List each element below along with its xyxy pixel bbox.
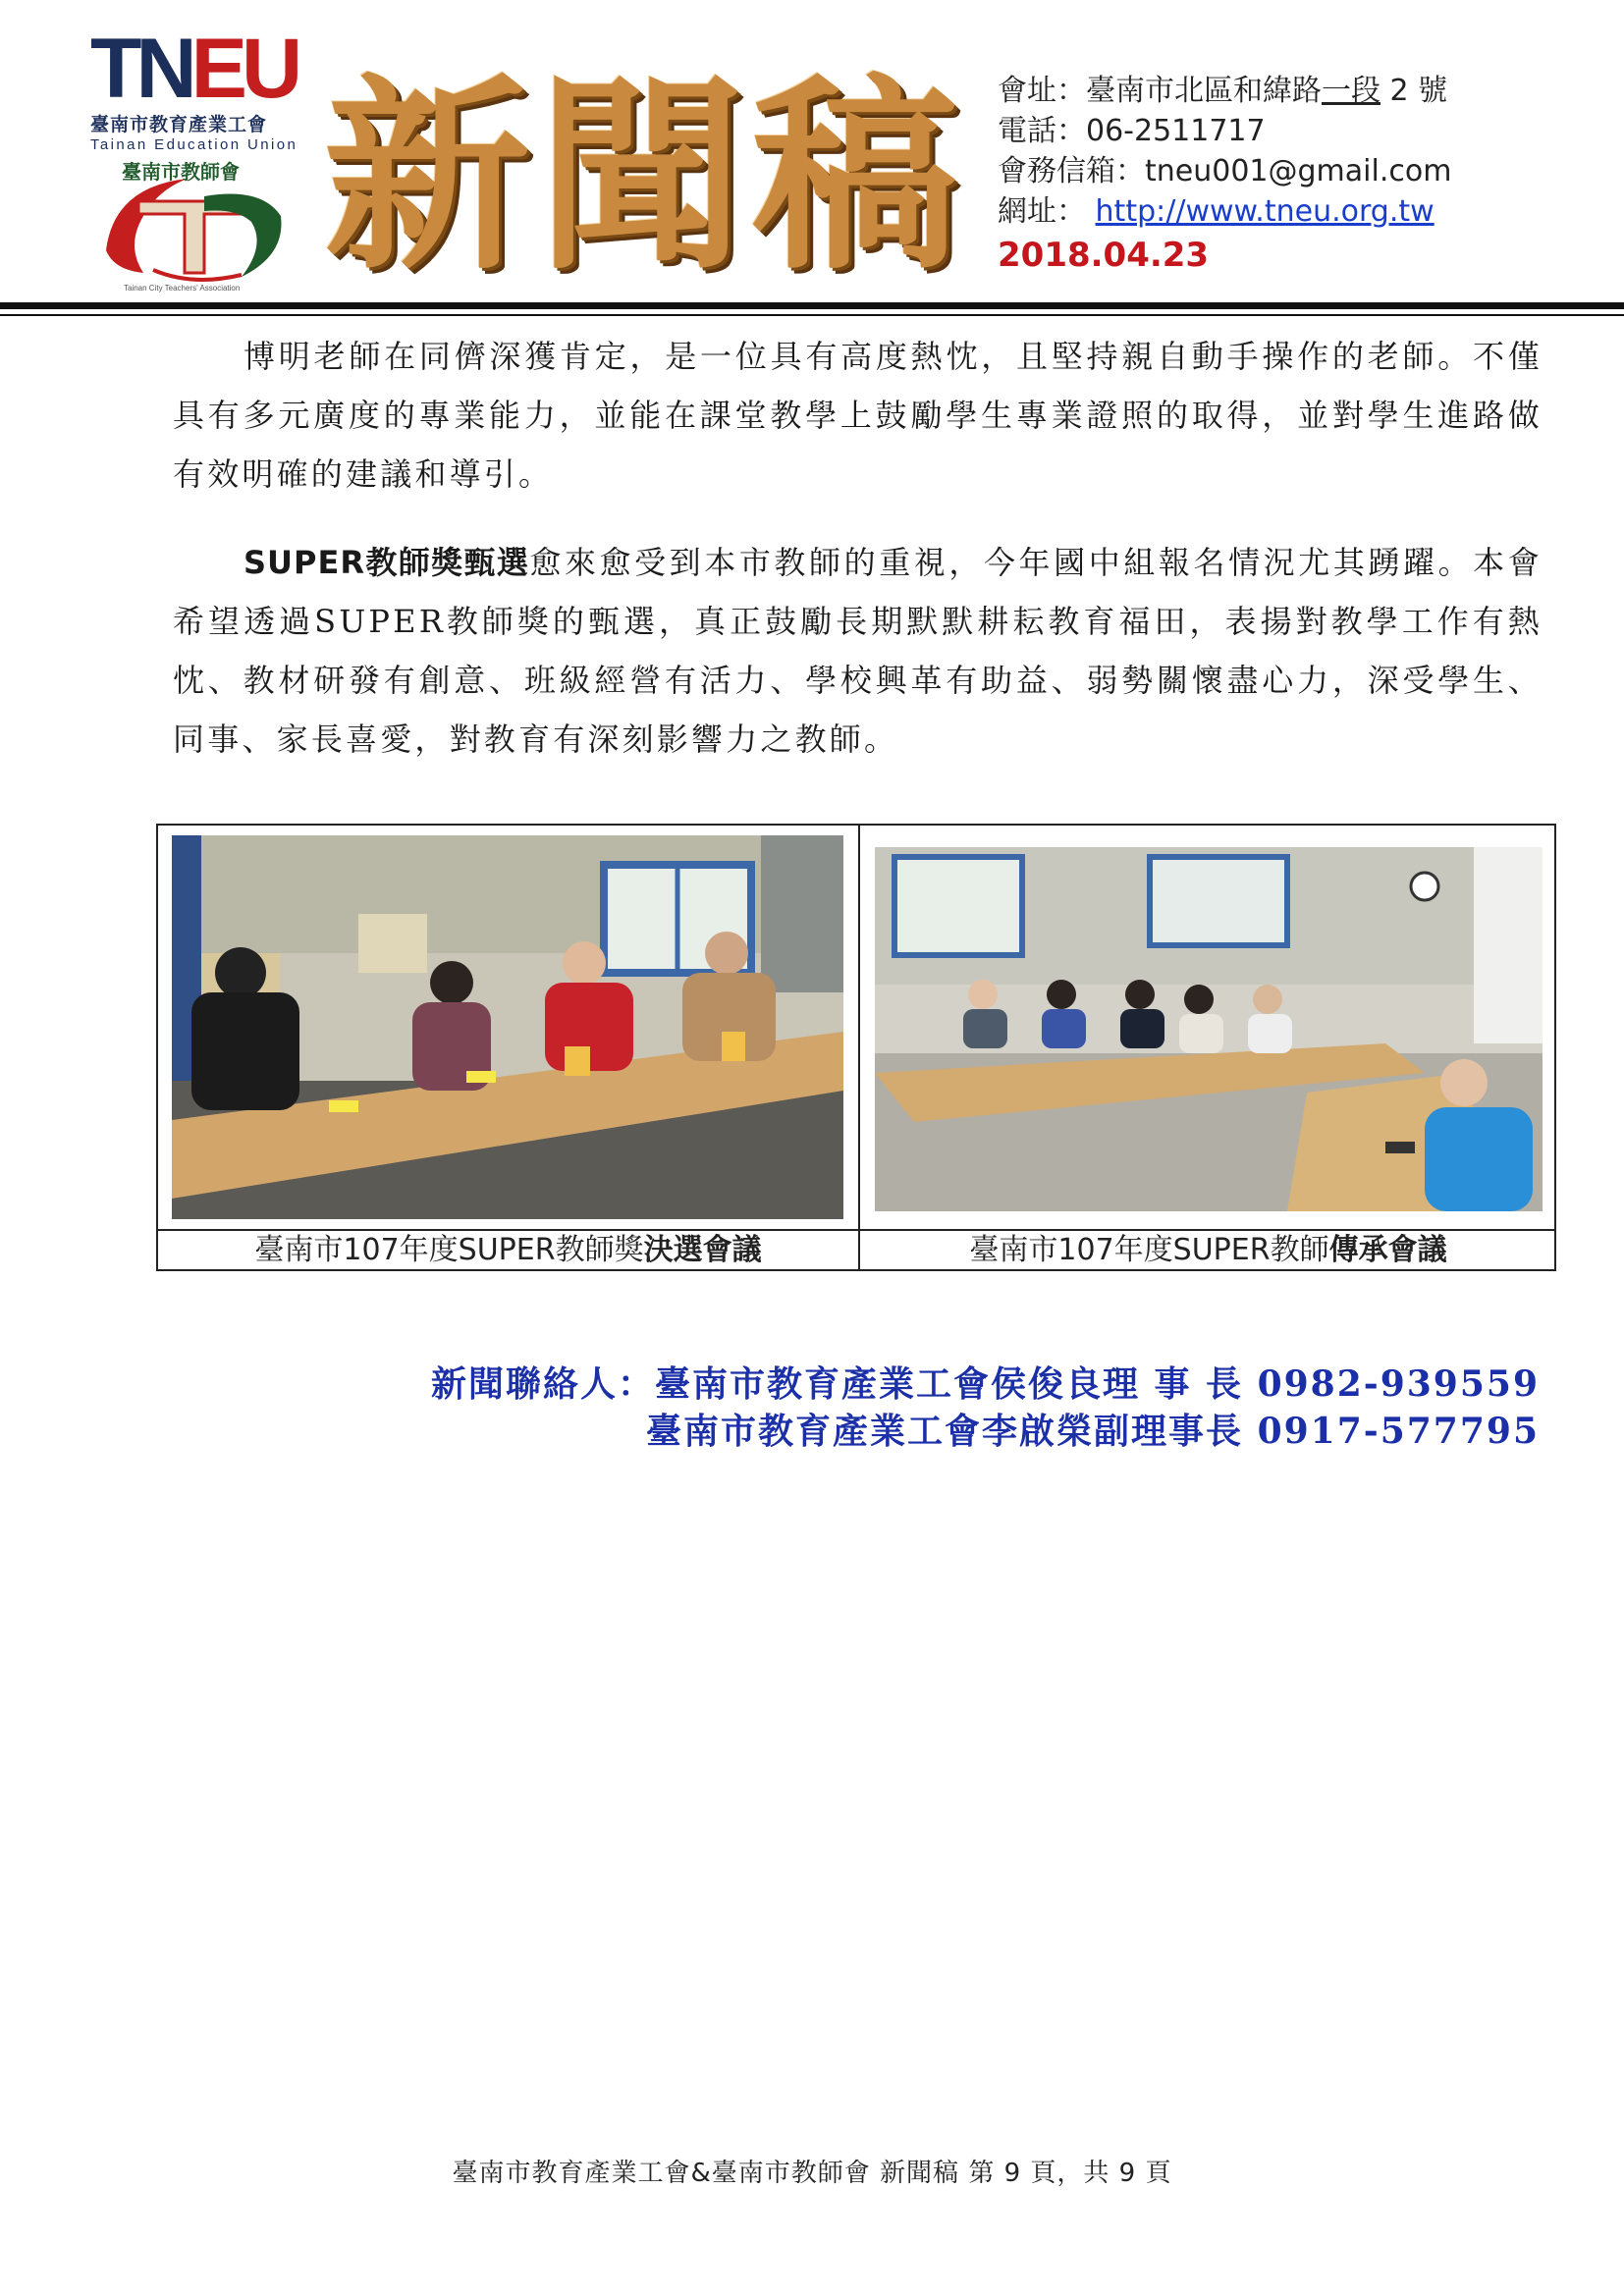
photo-caption-legacy-meeting: 臺南市107年度SUPER教師傳承會議 [969,1233,1447,1267]
website-link[interactable]: http://www.tneu.org.tw [1095,194,1435,229]
photo-final-selection-meeting [172,835,843,1219]
teachers-association-seal-icon [94,157,300,294]
contact-block [998,71,1587,276]
header-divider-thick [0,302,1624,309]
tneu-logo-wordmark: TNEU [90,22,298,116]
body-paragraph-2: SUPER教師獎甄選愈來愈受到本市教師的重視，今年國中組報名情況尤其踴躍。本會希望透過SUPER教師獎的甄選，真正鼓勵長期默默耕耘教育福田，表揚對教學工作有熱忱、教材研發有創意、班級經營有活力、學校興革有助益、弱勢關懷盡心力，深受學生、同事、家長喜愛，對教育有深刻影響力之教師。 [173,544,1543,758]
svg-text:臺南市教師會: 臺南市教師會 [122,160,240,184]
svg-text:Tainan City Teachers' Associat: Tainan City Teachers' Association [124,284,241,293]
release-date: 2018.04.23 [998,236,1210,275]
body-paragraph-1: 博明老師在同儕深獲肯定，是一位具有高度熱忱，且堅持親自動手操作的老師。不僅具有多元廣度的專業能力，並能在課堂教學上鼓勵學生專業證照的取得，並對學生進路做有效明確的建議和導引。 [173,338,1543,493]
tneu-logo [90,22,306,153]
tneu-logo-english-name: Tainan Education Union [90,136,298,153]
contact-email: 會務信箱：tneu001@gmail.com [998,154,1452,188]
photo-caption-final-selection: 臺南市107年度SUPER教師獎決選會議 [254,1233,762,1267]
teachers-association-logo [94,157,300,294]
paragraph-2-bold-lead: SUPER教師獎甄選 [244,544,530,581]
header-divider-thin [0,314,1624,316]
page-footer: 臺南市教育產業工會&臺南市教師會 新聞稿 第 9 頁，共 9 頁 [452,2159,1172,2188]
tneu-logo-chinese-name: 臺南市教育產業工會 [90,114,268,135]
contact-website: 網址： http://www.tneu.org.tw [998,194,1435,229]
contact-phone: 電話：06-2511717 [998,114,1266,148]
photo-table [156,824,1556,1271]
photo-legacy-meeting [875,847,1543,1211]
contact-address: 會址：臺南市北區和緯路一段 2 號 [998,74,1448,108]
press-contact-line-2: 臺南市教育產業工會李啟榮副理事長 0917-577795 [646,1411,1540,1452]
photo-table-divider [858,826,860,1269]
press-contact-line-1: 新聞聯絡人：臺南市教育產業工會侯俊良理 事 長 0982-939559 [430,1363,1540,1405]
press-release-banner [324,55,992,297]
banner-title: 新聞稿 [324,55,967,297]
